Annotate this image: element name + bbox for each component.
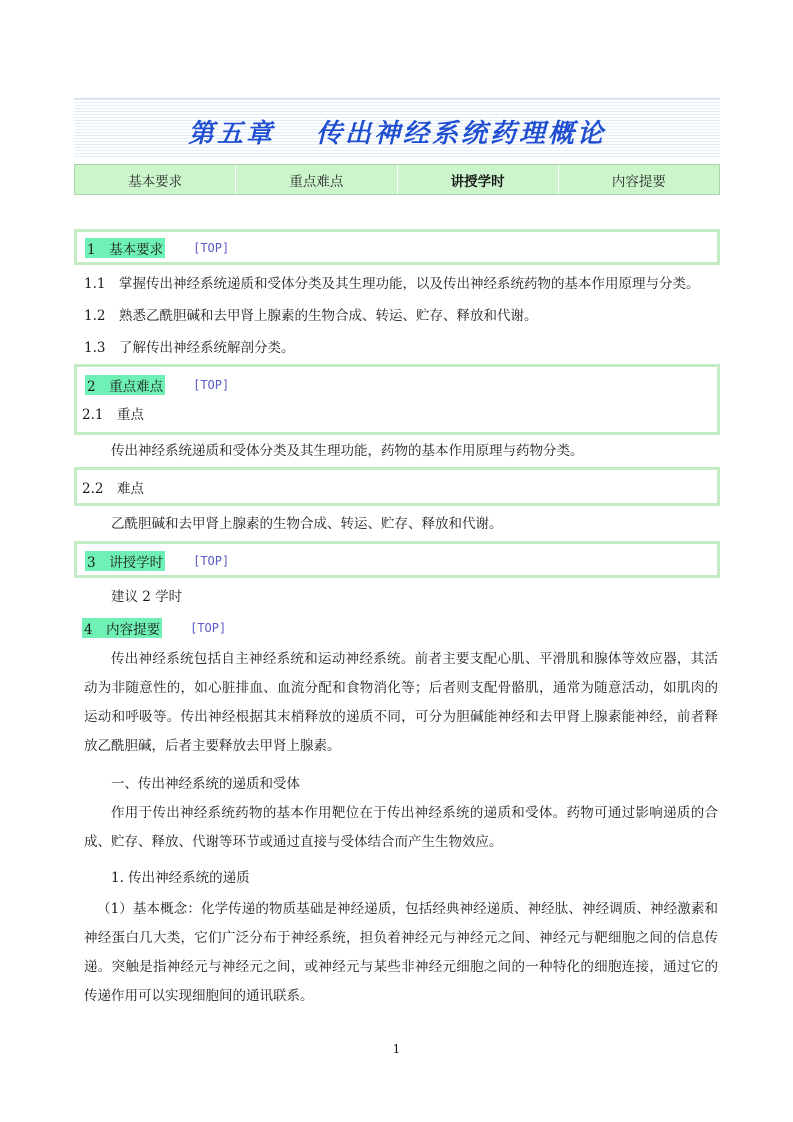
section-2-header	[85, 375, 229, 395]
page-number: 1	[392, 1042, 401, 1056]
section-4-header	[82, 618, 226, 638]
top-link[interactable]: [TOP]	[193, 554, 230, 568]
nav-link-content-summary[interactable]: 内容提要	[611, 173, 666, 190]
section-2-header-box	[74, 364, 720, 435]
summary-paragraph-1: 传出神经系统包括自主神经系统和运动神经系统。前者主要支配心肌、平滑肌和腺体等效应器，其活动为非随意性的，如心脏排血、血流分配和食物消化等；后者则支配骨骼肌，通常为随意活动，如肌肉的运动和呼吸等。传出神经根据其末梢释放的递质不同，可分为胆碱能神经和去甲肾上腺素能神经，前者释放乙酰胆碱，后者主要释放去甲肾上腺素。	[84, 651, 718, 754]
requirement-item: 1.2 熟悉乙酰胆碱和去甲肾上腺素的生物合成、转运、贮存、释放和代谢。	[84, 308, 538, 324]
section-4-title: 4 内容提要	[82, 618, 162, 638]
subsection-2-2-title: 2.2 难点	[82, 481, 144, 497]
section-3-header	[85, 551, 229, 571]
requirement-item: 1.3 了解传出神经系统解剖分类。	[84, 340, 295, 356]
nav-link-key-difficult-points[interactable]: 重点难点	[236, 165, 397, 194]
section-2-title: 2 重点难点	[85, 375, 165, 395]
section-1-header-box	[74, 229, 720, 265]
section-3-title: 3 讲授学时	[85, 551, 165, 571]
top-link[interactable]: [TOP]	[193, 378, 230, 392]
top-link[interactable]: [TOP]	[190, 621, 227, 635]
page-title: 第五章 传出神经系统药理概论	[187, 119, 607, 149]
nav-link-basic-requirements[interactable]: 基本要求	[75, 165, 236, 194]
section-nav	[74, 164, 720, 195]
nav-link-teaching-hours[interactable]: 讲授学时	[398, 165, 559, 194]
subheading-transmitters: 1. 传出神经系统的递质	[111, 870, 250, 886]
top-link[interactable]: [TOP]	[193, 241, 230, 255]
subheading-transmitters-receptors: 一、传出神经系统的递质和受体	[111, 776, 300, 792]
title-banner	[74, 98, 720, 159]
subsection-2-2-box	[74, 467, 720, 506]
section-1-header	[85, 238, 229, 258]
teaching-hours-text: 建议 2 学时	[111, 589, 183, 605]
section-3-header-box	[74, 541, 720, 578]
subsection-2-1-title: 2.1 重点	[82, 407, 144, 423]
key-points-text: 传出神经系统递质和受体分类及其生理功能，药物的基本作用原理与药物分类。	[111, 443, 584, 459]
difficult-points-text: 乙酰胆碱和去甲肾上腺素的生物合成、转运、贮存、释放和代谢。	[111, 516, 503, 532]
requirement-item: 1.1 掌握传出神经系统递质和受体分类及其生理功能，以及传出神经系统药物的基本作用原理与分类。	[84, 276, 700, 292]
section-1-title: 1 基本要求	[85, 238, 165, 258]
summary-paragraph-2: 作用于传出神经系统药物的基本作用靶位在于传出神经系统的递质和受体。药物可通过影响递质的合成、贮存、释放、代谢等环节或通过直接与受体结合而产生生物效应。	[84, 805, 718, 850]
summary-paragraph-3: （1）基本概念：化学传递的物质基础是神经递质，包括经典神经递质、神经肽、神经调质、神经激素和神经蛋白几大类，它们广泛分布于神经系统，担负着神经元与神经元之间、神经元与靶细胞之间的信息传递。突触是指神经元与神经元之间，或神经元与某些非神经元细胞之间的一种特化的细胞连接，通过它的传递作用可以实现细胞间的通讯联系。	[84, 901, 718, 1004]
